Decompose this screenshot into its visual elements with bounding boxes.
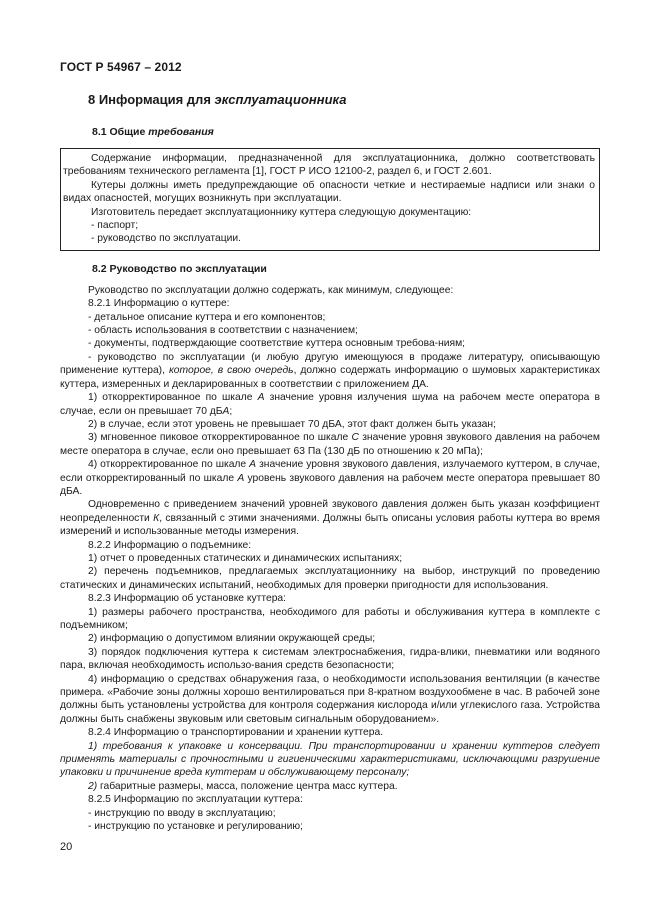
page-number: 20: [60, 841, 73, 853]
requirements-box: [60, 148, 600, 251]
subsection-title-8-2: 8.2 Руководство по эксплуатации: [92, 262, 267, 275]
list-item: 1) размеры рабочего пространства, необходимого для работы и обслуживания куттера в комплекте с подъемником;: [60, 606, 600, 631]
paragraph: Изготовитель передает эксплуатационнику куттера следующую документацию:: [91, 206, 472, 218]
list-item: 2) габаритные размеры, масса, положение центра масс куттера.: [88, 780, 398, 792]
document-header: ГОСТ Р 54967 – 2012: [60, 60, 182, 74]
paragraph: Кутеры должны иметь предупреждающие об опасности четкие и нестираемые надписи или знаки о видах опасностей, могущих возникнуть при эксплуатации.: [63, 179, 595, 205]
list-item: 3) порядок подключения куттера к системам электроснабжения, гидра-влики, пневматики или водяного пара, включая необходимость использо-вания средств безопасности;: [60, 646, 600, 672]
list-item: 2) информацию о допустимом влиянии окружающей среды;: [88, 633, 376, 645]
clause-heading: 8.2.2 Информацию о подъемнике:: [88, 539, 252, 551]
section-title: 8 Информация для эксплуатационника: [88, 92, 347, 107]
list-item: - детальное описание куттера и его компонентов;: [88, 311, 326, 323]
clause-heading: 8.2.3 Информацию об установке куттера:: [88, 593, 287, 605]
list-item: - паспорт;: [91, 220, 139, 232]
list-item: 2) в случае, если этот уровень не превышает 70 дБА, этот факт должен быть указан;: [88, 418, 496, 430]
list-item: 3) мгновенное пиковое откорректированное по шкале С значение уровня звукового давления на рабочем месте оператора в случае, если оно превышает 63 Па (130 дБ по отношению к 20 мПа);: [60, 432, 600, 457]
clause-heading: 8.2.5 Информацию по эксплуатации куттера:: [88, 794, 303, 806]
manual-section-body: [60, 284, 600, 834]
list-item: - руководство по эксплуатации (и любую другую имеющуюся в продаже литературу, описывающую применение куттера), которое, в свою очередь, должно содержать информацию о шумовых характеристиках куттера, измеренных и декларированных в соответствии с приложением ДА.: [60, 351, 600, 390]
clause-heading: 8.2.4 Информацию о транспортировании и хранении куттера.: [88, 727, 384, 739]
clause-heading: 8.2.1 Информацию о куттере:: [88, 298, 230, 310]
paragraph: Руководство по эксплуатации должно содержать, как минимум, следующее:: [88, 284, 454, 296]
list-item: - инструкцию по установке и регулированию;: [88, 821, 303, 833]
subsection-title-8-1: 8.1 Общие требования: [92, 126, 214, 138]
list-item: 4) информацию о средствах обнаружения газа, о необходимости использования вентиляции (в качестве примера. «Рабочие зоны должны хорошо вентилироваться при 8-кратном воздухообмене в час. В рабочей зоне должны быть установлены устройства для контроля содержания кислорода и/или углекислого газа. Устройства должны быть снабжены звуковым или световым сигнальным оборудованием».: [60, 673, 600, 725]
list-item: 2) перечень подъемников, предлагаемых эксплуатационнику на выбор, инструкций по проведению статических и динамических испытаний, необходимых для проверки пригодности для использования.: [60, 566, 600, 591]
paragraph: Одновременно с приведением значений уровней звукового давления должен быть указан коэффициент неопределенности К, связанный с этими значениями. Должны быть описаны условия работы куттера во время измерений и использованные методы измерения.: [60, 499, 600, 538]
list-item: 4) откорректированное по шкале А значение уровня звукового давления, излучаемого куттером, в случае, если откорректированный по шкале А уровень звукового давления на рабочем месте оператора превышает 80 дБА.: [60, 459, 601, 497]
list-item: 1) отчет о проведенных статических и динамических испытаниях;: [88, 552, 403, 564]
page-content: [60, 92, 600, 834]
list-item: - руководство по эксплуатации.: [91, 233, 241, 245]
list-item: 1) откорректированное по шкале А значение уровня излучения шума на рабочем месте оператора в случае, если он превышает 70 дБА;: [60, 392, 600, 417]
list-item: 1) требования к упаковке и консервации. При транспортировании и хранении куттеров следует применять материалы с прочностными и гигиеническими характеристиками, исключающими разрушение упаковки и причинение вреда куттерам и обслуживающему персоналу;: [60, 740, 600, 779]
list-item: - документы, подтверждающие соответствие куттера основным требова-ниям;: [88, 338, 466, 350]
list-item: - область использования в соответствии с назначением;: [88, 325, 358, 337]
paragraph: Содержание информации, предназначенной для эксплуатационника, должно соответствовать требованиям технического регламента [1], ГОСТ Р ИСО 12100-2, раздел 6, и ГОСТ 2.601.: [63, 153, 595, 178]
list-item: - инструкцию по вводу в эксплуатацию;: [88, 807, 276, 819]
